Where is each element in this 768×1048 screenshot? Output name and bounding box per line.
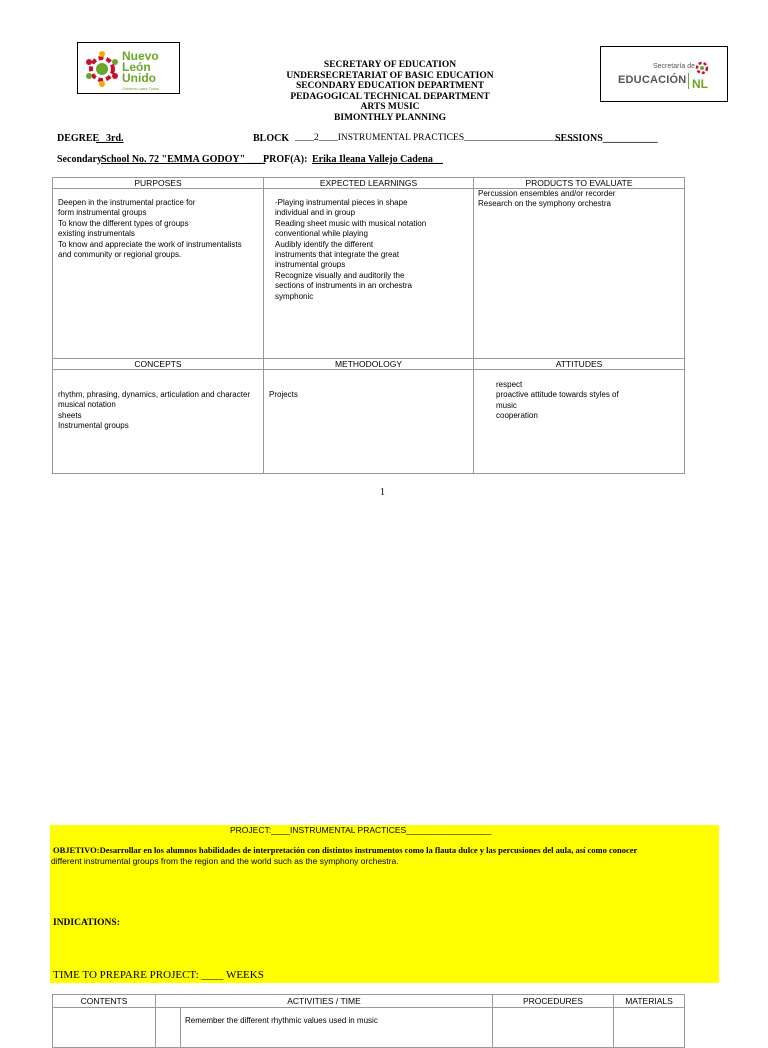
activities-header: ACTIVITIES / TIME (156, 995, 493, 1008)
concept-line: musical notation (58, 400, 116, 410)
attitudes-cell (474, 370, 685, 474)
flower-emblem-icon (695, 61, 709, 75)
purpose-line: Deepen in the instrumental practice for (58, 198, 196, 207)
header-line: ARTS MUSIC (360, 102, 420, 113)
header-line: SECONDARY EDUCATION DEPARTMENT (295, 81, 485, 92)
attitude-line: proactive attitude towards styles of (496, 390, 619, 400)
time-to-prepare: TIME TO PREPARE PROJECT: ____ WEEKS (53, 969, 264, 981)
degree-label: DEGREE (57, 133, 100, 144)
contents-table (52, 994, 685, 1048)
methodology-line: Projects (269, 390, 298, 399)
purpose-line: existing instrumentals (58, 229, 135, 239)
nuevo-leon-emblem-icon (82, 49, 122, 89)
prof-label: PROF(A): (263, 154, 308, 165)
sessions-label: SESSIONS___________ (555, 133, 658, 144)
planning-table (52, 177, 685, 474)
methodology-cell (264, 370, 474, 474)
secretaria-educacion-logo (600, 46, 728, 102)
attitude-line: respect (496, 380, 523, 389)
attitudes-header: ATTITUDES (474, 359, 685, 370)
purposes-header: PURPOSES (53, 178, 264, 189)
degree-value: __3rd. (96, 133, 124, 144)
concept-line: sheets (58, 410, 82, 420)
header-line: SECRETARY OF EDUCATION (323, 60, 457, 70)
nuevo-leon-logo (77, 42, 180, 94)
logo-small-text: Secretaría de (653, 63, 696, 70)
product-line: Percussion ensembles and/or recorder (478, 189, 616, 198)
materials-cell (614, 1008, 685, 1048)
objective-label: OBJETIVO: (53, 845, 100, 855)
project-title: PROJECT:____INSTRUMENTAL PRACTICES__________________ (230, 825, 492, 835)
school-prefix: Secondary (57, 154, 102, 165)
materials-header: MATERIALS (614, 995, 685, 1008)
purpose-line: form instrumental groups (58, 208, 147, 218)
concept-line: Instrumental groups (58, 421, 129, 431)
logo-tagline: Gobierno para Todos (122, 86, 160, 91)
purpose-line: To know and appreciate the work of instrumentalists (58, 239, 242, 249)
learning-line: individual and in group (275, 208, 356, 218)
activities-cell (181, 1008, 493, 1048)
contents-cell (53, 1008, 156, 1048)
products-header: PRODUCTS TO EVALUATE (474, 178, 685, 189)
learning-line: conventional while playing (275, 229, 368, 239)
attitude-line: music (496, 400, 517, 410)
spacer-cell (156, 1008, 181, 1048)
learning-line: Audibly identify the different (275, 239, 374, 249)
purposes-cell (53, 189, 264, 359)
learning-line: symphonic (275, 291, 314, 301)
document-header (250, 60, 530, 124)
contents-header: CONTENTS (53, 995, 156, 1008)
activity-line: Remember the different rhythmic values used in music (185, 1016, 378, 1025)
expected-learnings-header: EXPECTED LEARNINGS (264, 178, 474, 189)
school-value: School No. 72 "EMMA GODOY"____ (101, 154, 266, 165)
logo-divider (688, 73, 689, 89)
prof-value: Erika Ileana Vallejo Cadena__ (312, 154, 443, 165)
logo-big-text: EDUCACIÓN (618, 74, 687, 86)
logo-state-text: NL (692, 77, 708, 91)
header-line: PEDAGOGICAL TECHNICAL DEPARTMENT (290, 91, 490, 102)
products-cell (474, 189, 685, 359)
logo-wordmark: Nuevo León Unido (122, 49, 159, 85)
header-line: UNDERSECRETARIAT OF BASIC EDUCATION (286, 70, 494, 81)
procedures-header: PROCEDURES (493, 995, 614, 1008)
page-number: 1 (380, 487, 385, 498)
learning-line: -Playing instrumental pieces in shape (275, 198, 408, 207)
purpose-line: To know the different types of groups (58, 218, 189, 228)
product-line: Research on the symphony orchestra (478, 199, 611, 209)
objective-spanish-text: Desarrollar en los alumnos habilidades de interpretación con distintos instrumentos como la flauta dulce y las percusiones del aula, así como conocer (99, 845, 638, 855)
methodology-header: METHODOLOGY (264, 359, 474, 370)
purpose-line: and community or regional groups. (58, 250, 182, 260)
learning-line: sections of instruments in an orchestra (275, 281, 412, 291)
indications-label: INDICATIONS: (53, 918, 120, 928)
attitude-line: cooperation (496, 411, 538, 421)
concepts-cell (53, 370, 264, 474)
concept-line: rhythm, phrasing, dynamics, articulation and character (58, 390, 251, 399)
block-value: ____2____INSTRUMENTAL PRACTICES________________________ (295, 133, 579, 143)
project-objective (53, 845, 717, 867)
block-label: BLOCK (253, 133, 290, 144)
learning-line: Recognize visually and auditorily the (275, 270, 405, 280)
learning-line: instrumental groups (275, 260, 346, 270)
learning-line: instruments that integrate the great (275, 250, 400, 260)
header-line: BIMONTHLY PLANNING (334, 112, 446, 123)
learning-line: Reading sheet music with musical notation (275, 218, 427, 228)
concepts-header: CONCEPTS (53, 359, 264, 370)
objective-english-text: different instrumental groups from the region and the world such as the symphony orchestra. (51, 856, 399, 866)
procedures-cell (493, 1008, 614, 1048)
expected-learnings-cell (264, 189, 474, 359)
